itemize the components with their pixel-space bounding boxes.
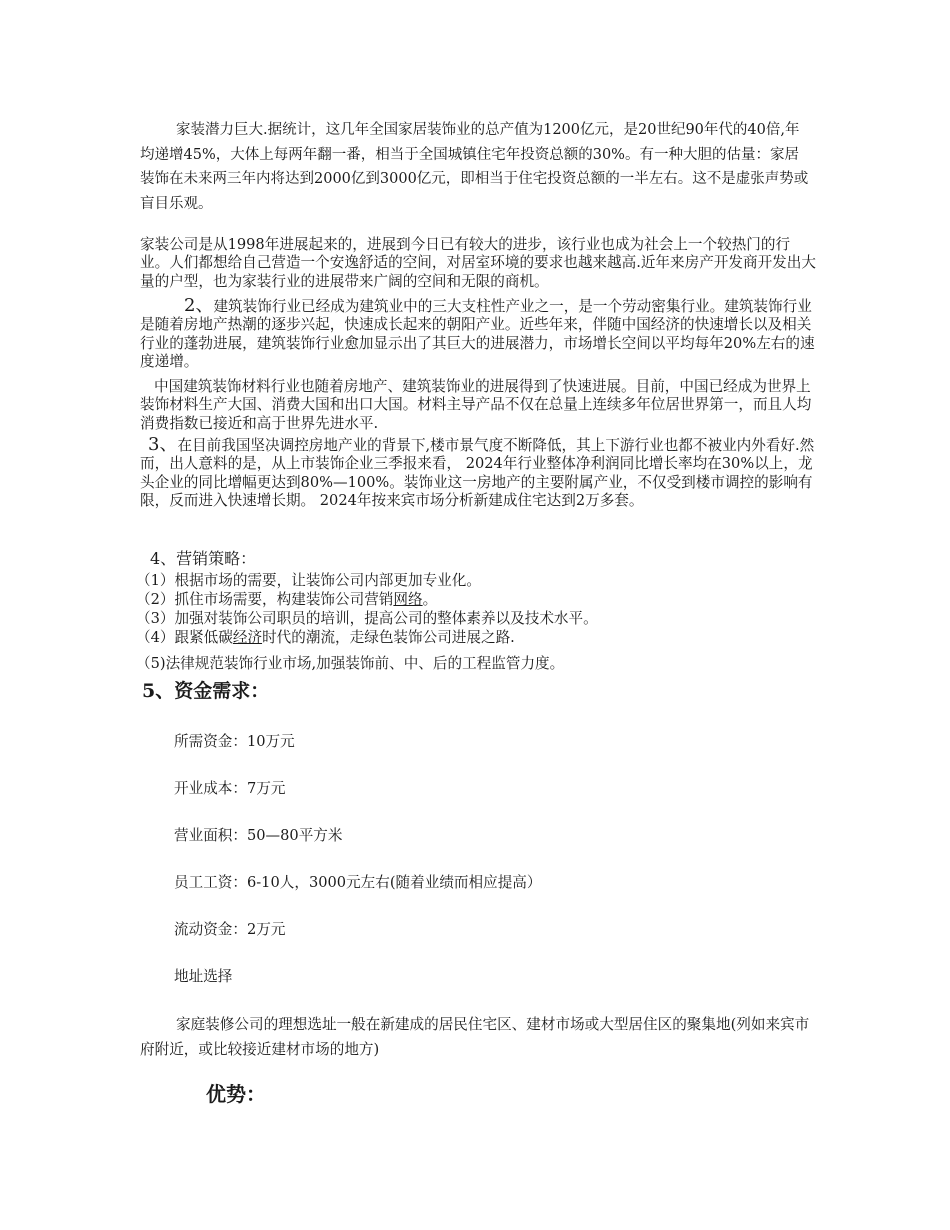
- section-2-number: 2、: [184, 295, 214, 316]
- strategy-item-3: （3）加强对装饰公司职员的培训，提高公司的整体素养以及技术水平。: [136, 610, 598, 627]
- paragraph-materials: [140, 378, 816, 433]
- strategy-item-4: [136, 626, 515, 647]
- strategy-item-5: （5)法律规范装饰行业市场,加强装饰前、中、后的工程监管力度。: [136, 655, 565, 672]
- section-3-number: 3、: [148, 434, 178, 455]
- network-link[interactable]: 网络: [393, 591, 423, 608]
- working-capital: 流动资金：2万元: [174, 921, 286, 938]
- section-5-heading: 5、资金需求：: [142, 680, 270, 702]
- section-4-heading: 4、营销策略：: [150, 549, 257, 568]
- strategy-item-2-end: 。: [422, 591, 438, 608]
- advantages-heading: 优势：: [206, 1082, 266, 1106]
- paragraph-materials-text: 中国建筑装饰材料行业也随着房地产、建筑装饰业的进展得到了快速进展。目前，中国已经成为世界上装饰材料生产大国、消费大国和出口大国。材料主导产品不仅在总量上连续多年位居世界第一，而且人均消费指数已接近和高于世界先进水平.: [140, 378, 812, 432]
- business-area: 营业面积：50—80平方米: [174, 827, 343, 844]
- strategy-item-2: [136, 588, 437, 609]
- strategy-item-4-text: （4）跟紧低碳: [136, 629, 233, 646]
- section-2: [140, 297, 816, 371]
- strategy-item-1: （1）根据市场的需要，让装饰公司内部更加专业化。: [136, 572, 481, 589]
- section-2-text: 建筑装饰行业已经成为建筑业中的三大支柱性产业之一，是一个劳动密集行业。建筑装饰行业是随着房地产热潮的逐步兴起，快速成长起来的朝阳产业。近些年来，伴随中国经济的快速增长以及相关行业的蓬勃进展，建筑装饰行业愈加显示出了其巨大的进展潜力，市场增长空间以平均每年20%左右的速度递增。: [140, 298, 815, 370]
- paragraph-location: 家庭装修公司的理想选址一般在新建成的居民住宅区、建材市场或大型居住区的聚集地(列如来宾市府附近，或比较接近建材市场的地方): [140, 1016, 810, 1058]
- location-heading: 地址选择: [174, 968, 233, 985]
- staff-wages: 员工工资：6-10人，3000元左右(随着业绩而相应提高）: [174, 874, 542, 891]
- economy-link[interactable]: 经济: [232, 629, 263, 646]
- strategy-item-4-end: 时代的潮流，走绿色装饰公司进展之路.: [262, 629, 515, 646]
- strategy-item-2-text: （2）抓住市场需要，构建装饰公司营销: [136, 591, 394, 608]
- section-3-text: 在目前我国坚决调控房地产业的背景下,楼市景气度不断降低，其上下游行业也都不被业内外看好.然而，出人意料的是，从上市装饰企业三季报来看， 2024年行业整体净利润同比增长率均在30%以上，龙头企业的同比增幅更达到80%—100%。装饰业这一房地产的主要附属产业，不仅受到楼市调控的影响有限，反而进入快速增长期。 2024年按来宾市场分析新建成住宅达到2万多套。: [140, 437, 815, 509]
- paragraph-company-history: 家装公司是从1998年进展起来的，进展到今日已有较大的进步，该行业也成为社会上一个较热门的行业。人们都想给自己营造一个安逸舒适的空间，对居室环境的要求也越来越高.近年来房产开发商开发出大量的户型，也为家装行业的进展带来广阔的空间和无限的商机。: [140, 236, 816, 290]
- section-3: [140, 436, 816, 510]
- startup-cost: 开业成本：7万元: [174, 780, 286, 797]
- paragraph-market-potential: 家装潜力巨大.据统计，这几年全国家居装饰业的总产值为1200亿元，是20世纪90年代的40倍,年均递增45%，大体上每两年翻一番，相当于全国城镇住宅年投资总额的30%。有一种大胆的估量：家居装饰在未来两三年内将达到2000亿到3000亿元，即相当于住宅投资总额的一半左右。这不是虚张声势或盲目乐观。: [140, 122, 809, 212]
- required-funds: 所需资金：10万元: [174, 733, 295, 750]
